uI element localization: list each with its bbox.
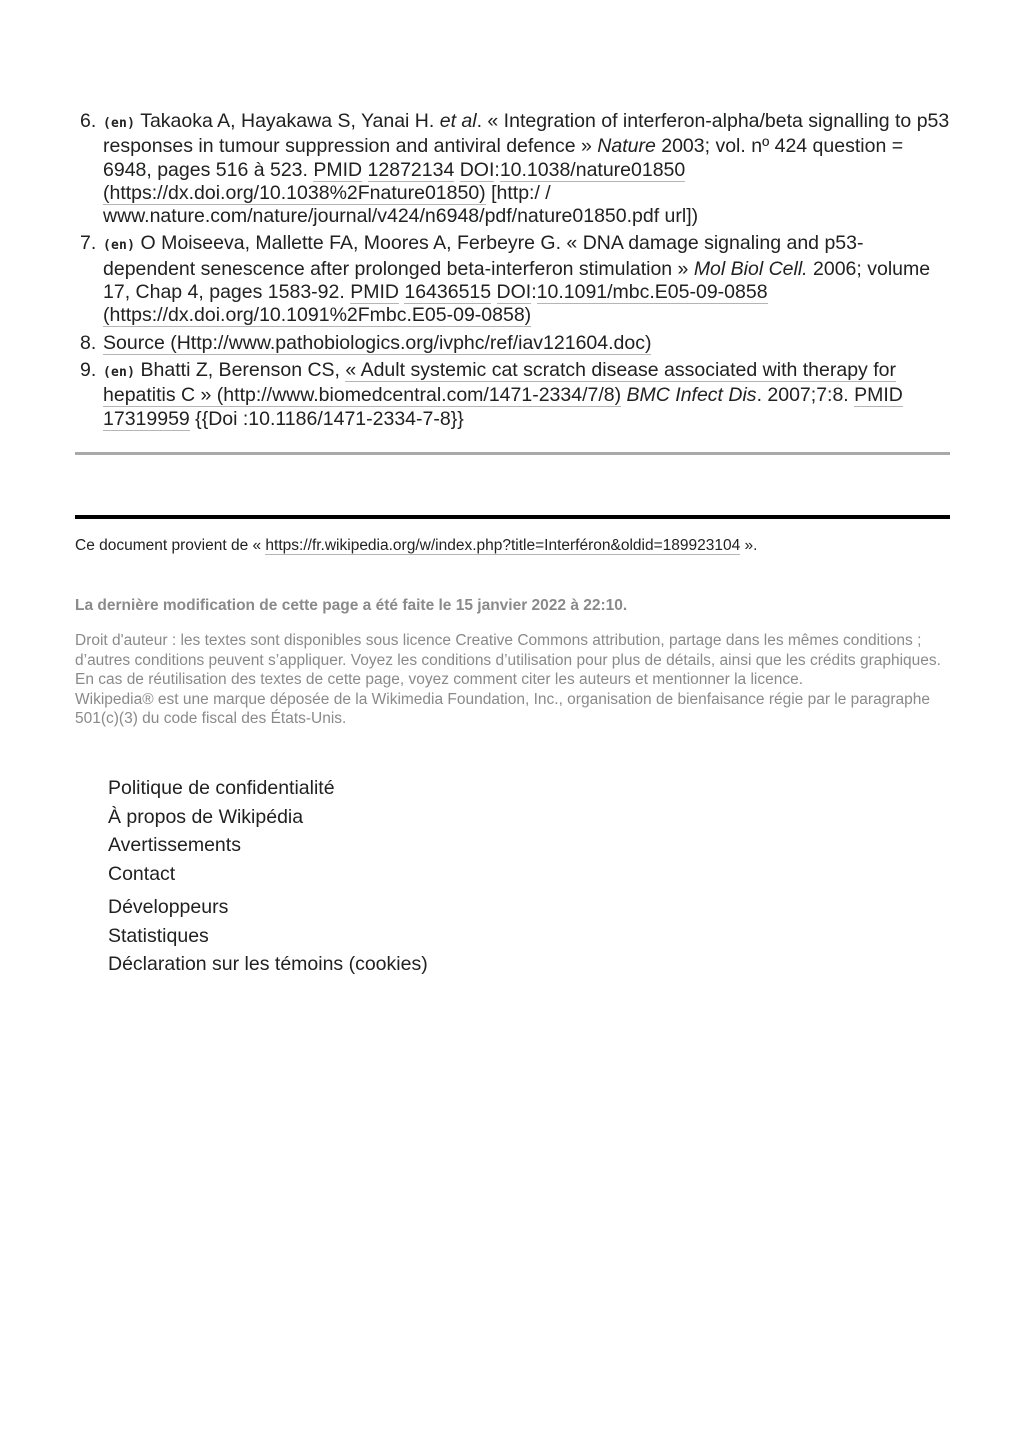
reference-number: 9. [80,358,97,381]
language-tag: (en) [103,116,136,131]
reference-item: 6. (en) Takaoka A, Hayakawa S, Yanai H. et al. « Integration of interferon-alpha/beta signalling to p53 responses in tumour suppression and antiviral defence » Nature 2003; vol. nº 424 question = 6948, pages 516 à 523. PMID 12872134 DOI:10.1038/nature01850 (https://dx.doi.org/10.1038%2Fnature01850) [http:/ / www.nature.com/nature/journal/v424/n6948/pdf/nature01850.pdf url]) [80,110,950,228]
footer-divider [75,515,950,519]
article-title-link[interactable]: « Adult systemic cat scratch disease associated with therapy for hepatitis C » (http://www.biomedcentral.com/1471-2334/7/8) [103,358,896,407]
reference-journal: Nature [597,135,656,158]
reference-text: Bhatti Z, Berenson CS, [140,358,346,381]
reference-number: 8. [80,331,97,354]
footer-link-privacy[interactable]: Politique de confidentialité [108,777,335,799]
provenance-link[interactable]: https://fr.wikipedia.org/w/index.php?title=Interféron&oldid=189923104 [265,537,741,554]
pmid-number-link[interactable]: 12872134 [367,158,455,181]
doi-label-link[interactable]: DOI [496,281,532,304]
footer-link-cookies[interactable]: Déclaration sur les témoins (cookies) [108,953,428,976]
footer-link-disclaimers[interactable]: Avertissements [108,834,241,857]
reference-text: Takaoka A, Hayakawa S, Yanai H. [140,110,440,132]
reference-details: . 2007;7:8. [756,384,855,407]
last-modified: La dernière modification de cette page a été faite le 15 janvier 2022 à 22:10. [75,597,628,614]
footer-link-statistics[interactable]: Statistiques [108,924,209,947]
reference-journal: Mol Biol Cell. [693,257,808,280]
reference-item [75,332,951,355]
reference-item: 7. (en) O Moiseeva, Mallette FA, Moores A, Ferbeyre G. « DNA damage signaling and p53-dependent senescence after prolonged beta-interferon stimulation » Mol Biol Cell. 2006; volume 17, Chap 4, pages 1583-92. PMID 16436515 DOI:10.1091/mbc.E05-09-0858 (https://dx.doi.org/10.1091%2Fmbc.E05-09-0858) [80,232,931,327]
doi-link[interactable]: 10.1038/nature01850 (https://dx.doi.org/10.1038%2Fnature01850) [103,158,686,204]
reference-etal: et al [439,110,477,132]
provenance-line [75,536,955,556]
section-divider [75,452,950,455]
source-link[interactable]: Source (Http://www.pathobiologics.org/ivphc/ref/iav121604.doc) [103,331,652,354]
footer-links [108,774,708,979]
language-tag: (en) [103,364,136,380]
license-block [75,631,955,729]
footer-link-developers[interactable]: Développeurs [108,895,229,918]
provenance-suffix: ». [740,537,758,554]
reference-tail: {{Doi :10.1186/1471-2334-7-8}} [189,407,464,430]
provenance-prefix: Ce document provient de « [75,537,266,554]
pmid-link[interactable]: PMID [350,281,399,304]
language-tag: (en) [103,238,136,254]
reference-number: 6. [80,110,97,132]
references-list [75,110,951,435]
reference-journal: BMC Infect Dis [626,384,757,407]
license-text: Droit d'auteur : les textes sont disponibles sous licence Creative Commons attribution, partage dans les mêmes conditions ; d’autres conditions peuvent s’appliquer. Voyez les conditions d’utilisation pour plus de détails, ainsi que les crédits graphiques. En cas de réutilisation des textes de cette page, voyez comment citer les auteurs et mentionner la licence. [75,632,941,688]
reference-text: O Moiseeva, Mallette FA, Moores A, Ferbeyre G. « DNA damage signaling and p53-dependent senescence after prolonged beta-interferon stimulation » [103,232,864,280]
pmid-link[interactable]: PMID [313,158,363,181]
reference-number: 7. [80,232,97,255]
footer-link-about[interactable]: À propos de Wikipédia [108,805,304,828]
pmid-link[interactable]: PMID [854,384,903,407]
footer-link-contact[interactable]: Contact [108,863,176,886]
reference-tail: [http:/ / www.nature.com/nature/journal/v424/n6948/pdf/nature01850.pdf url]) [103,181,699,228]
trademark-text: Wikipedia® est une marque déposée de la Wikimedia Foundation, Inc., organisation de bienfaisance régie par le paragraphe 501(c)(3) du code fiscal des États-Unis. [75,690,930,727]
doi-label-link[interactable]: DOI [459,158,495,181]
pmid-number-link[interactable]: 17319959 [103,407,190,430]
doi-link[interactable]: 10.1091/mbc.E05-09-0858 (https://dx.doi.org/10.1091%2Fmbc.E05-09-0858) [103,281,768,327]
pmid-number-link[interactable]: 16436515 [404,281,492,304]
reference-item [75,359,951,431]
reference-title: . « Integration of interferon-alpha/beta signalling to p53 responses in tumour suppression and antiviral defence » [103,110,950,158]
reference-details: 2003; vol. nº 424 question = 6948, pages 516 à 523. [103,135,904,181]
reference-details: 2006; volume 17, Chap 4, pages 1583-92. [103,257,931,304]
